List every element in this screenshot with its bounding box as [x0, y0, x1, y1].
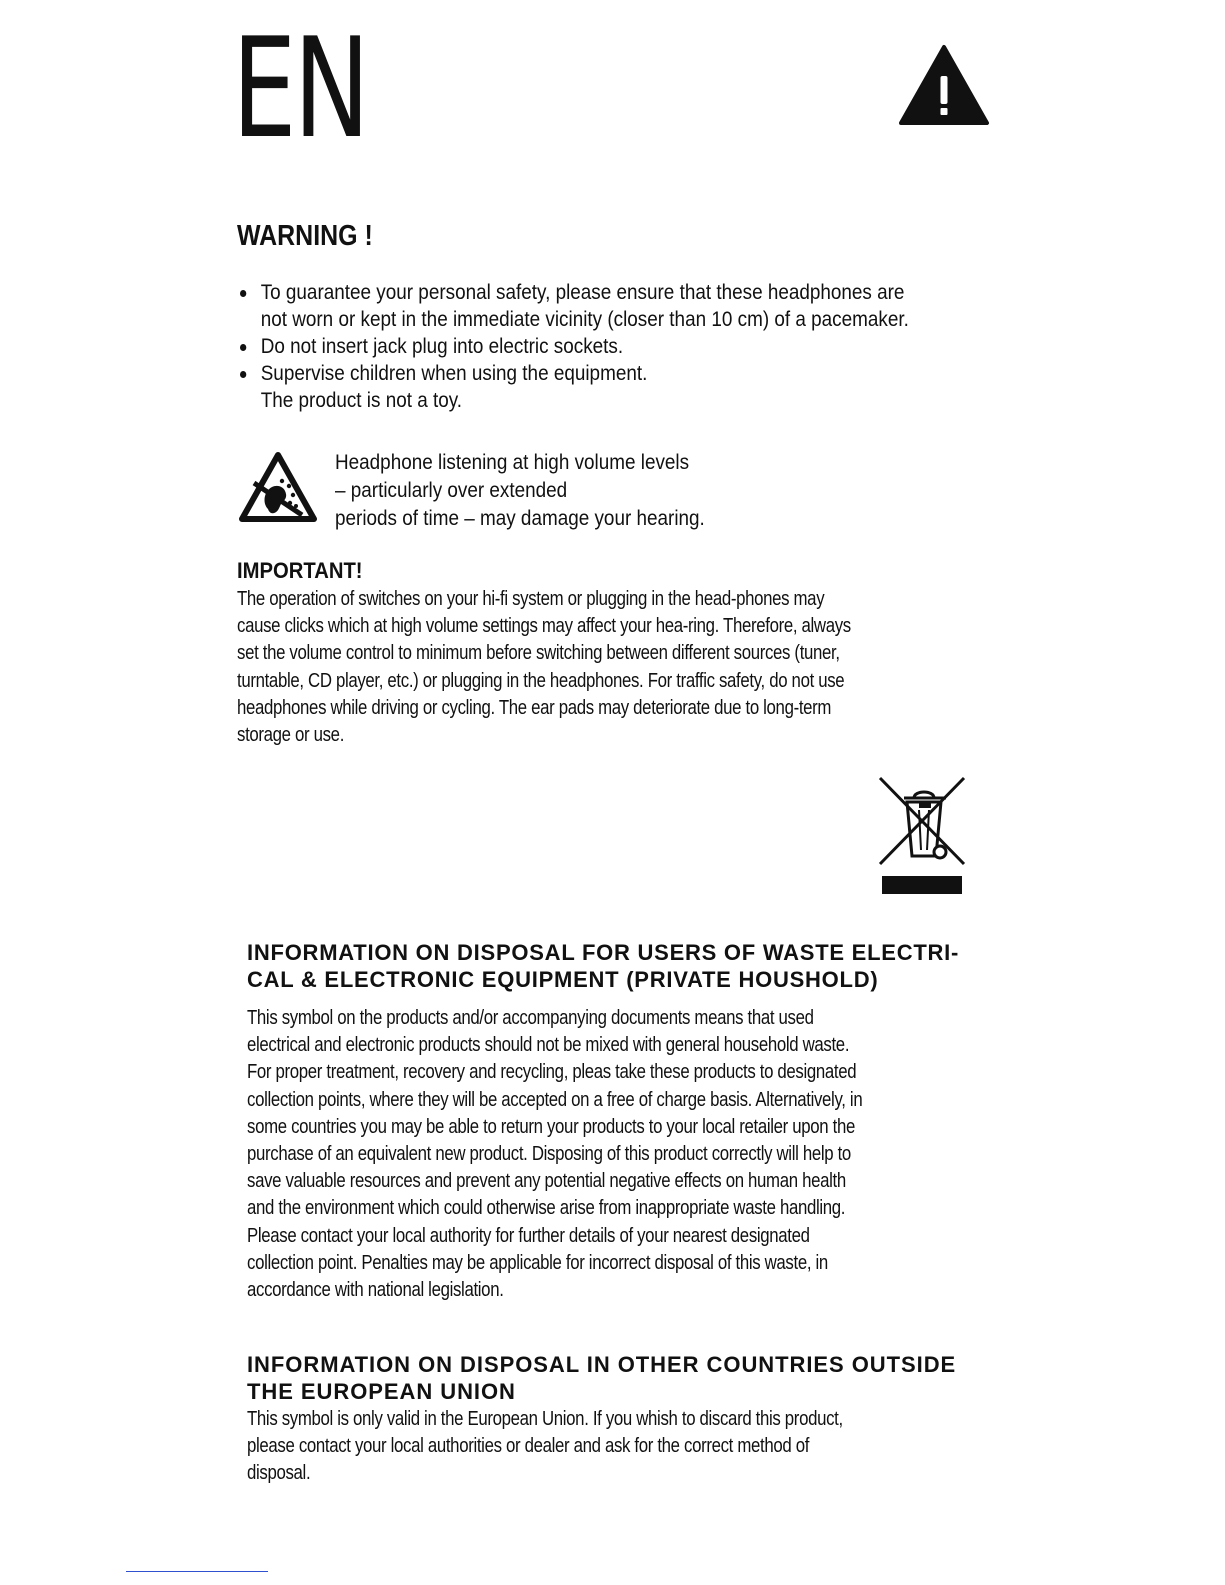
bullet-line: The product is not a toy.	[260, 389, 463, 412]
warning-bullet	[240, 360, 960, 414]
crossed-out-wheelie-bin-icon	[874, 772, 970, 896]
paragraph-line: electrical and electronic products should not be mixed with general household waste.	[247, 1034, 850, 1057]
warning-title: WARNING !	[237, 220, 373, 252]
paragraph-line: collection point. Penalties may be applicable for incorrect disposal of this waste, in	[247, 1251, 828, 1274]
outside-eu-title	[247, 1351, 956, 1405]
hearing-damage-warning-icon	[238, 451, 318, 524]
title-line: THE EUROPEAN UNION	[247, 1379, 516, 1404]
hearing-line: Headphone listening at high volume levels	[335, 451, 690, 474]
important-title: IMPORTANT!	[237, 558, 363, 583]
paragraph-line: headphones while driving or cycling. The ear pads may deteriorate due to long-term	[237, 696, 832, 719]
paragraph-line: disposal.	[247, 1462, 311, 1485]
paragraph-line: storage or use.	[237, 724, 345, 747]
paragraph-line: save valuable resources and prevent any potential negative effects on human health	[247, 1170, 846, 1193]
paragraph-line: Please contact your local authority for further details of your nearest designated	[247, 1224, 810, 1247]
warning-triangle-icon	[898, 44, 990, 126]
warning-bullet	[240, 279, 960, 333]
paragraph-line: some countries you may be able to return your products to your local retailer upon the	[247, 1115, 855, 1138]
title-line: INFORMATION ON DISPOSAL FOR USERS OF WASTE ELECTRI-	[247, 940, 960, 965]
language-code: EN	[232, 8, 368, 169]
paragraph-line: cause clicks which at high volume settings may affect your hea-ring. Therefore, always	[237, 615, 851, 638]
warning-list	[240, 279, 1040, 414]
hearing-line: – particularly over extended	[335, 479, 568, 502]
paragraph-line: and the environment which could otherwise arise from inappropriate waste handling.	[247, 1197, 846, 1220]
paragraph-line: collection points, where they will be accepted on a free of charge basis. Alternatively, in	[247, 1088, 863, 1111]
paragraph-line: accordance with national legislation.	[247, 1279, 504, 1302]
paragraph-line: This symbol on the products and/or accompanying documents means that used	[247, 1007, 814, 1029]
paragraph-line: purchase of an equivalent new product. Disposing of this product correctly will help to	[247, 1143, 851, 1166]
bullet-line: Supervise children when using the equipment.	[260, 362, 648, 385]
disposal-paragraph	[247, 1005, 862, 1304]
paragraph-line: set the volume control to minimum before switching between different sources (tuner,	[237, 642, 840, 665]
footer-divider	[126, 1571, 268, 1572]
bullet-line: not worn or kept in the immediate vicinity (closer than 10 cm) of a pacemaker.	[260, 308, 909, 331]
title-line: INFORMATION ON DISPOSAL IN OTHER COUNTRIES OUTSIDE	[247, 1352, 957, 1377]
bullet-line: Do not insert jack plug into electric sockets.	[260, 335, 624, 358]
paragraph-line: turntable, CD player, etc.) or plugging in the headphones. For traffic safety, do not use	[237, 669, 845, 692]
paragraph-line: The operation of switches on your hi-fi system or plugging in the head-phones may	[237, 588, 825, 610]
paragraph-line: This symbol is only valid in the European Union. If you whish to discard this product,	[247, 1408, 843, 1430]
outside-eu-paragraph	[247, 1406, 843, 1488]
title-line: CAL & ELECTRONIC EQUIPMENT (PRIVATE HOUSHOLD)	[247, 967, 879, 992]
important-paragraph	[237, 586, 851, 749]
disposal-title	[247, 939, 959, 993]
bullet-line: To guarantee your personal safety, please ensure that these headphones are	[260, 281, 905, 304]
hearing-line: periods of time – may damage your hearing.	[335, 507, 705, 530]
paragraph-line: For proper treatment, recovery and recycling, pleas take these products to designated	[247, 1061, 857, 1084]
hearing-warning-text	[335, 449, 705, 533]
warning-bullet	[240, 333, 960, 360]
paragraph-line: please contact your local authorities or dealer and ask for the correct method of	[247, 1435, 810, 1458]
